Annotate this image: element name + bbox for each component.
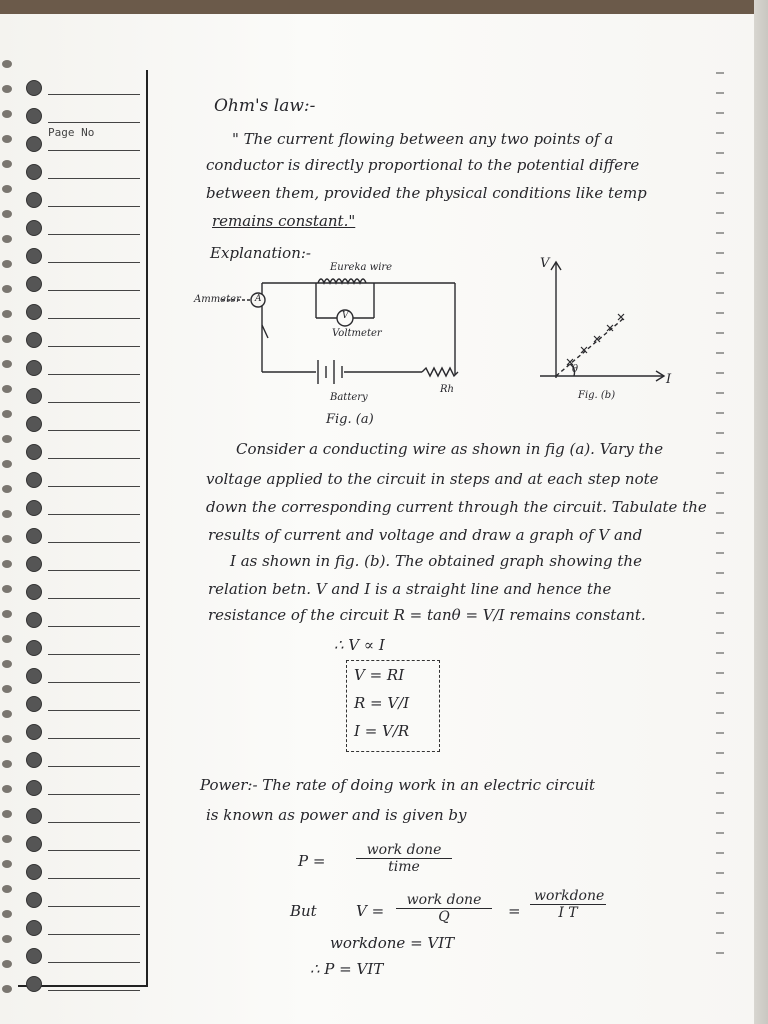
battery-label: Battery [330,392,368,403]
fraction-denominator: Q [438,909,450,925]
work-over-time-fraction [356,842,452,875]
vi-point [618,314,624,320]
definition-line-3: between them, provided the physical conditions like temp [206,184,647,202]
vi-points [567,314,624,365]
definition-line-4: remains constant." [212,212,356,230]
fig-b-label: Fig. (b) [578,390,616,401]
power-final-equation: ∴ P = VIT [310,960,384,978]
formula-i-vr: I = V/R [354,722,410,740]
eureka-wire-label: Eureka wire [330,262,393,273]
graph-theta: θ [572,364,579,375]
fraction-numerator: workdone [530,888,606,905]
voltmeter-label: Voltmeter [332,328,382,339]
graph-y-label: V [540,256,550,271]
paragraph-line-4: results of current and voltage and draw a graph of V and [208,526,643,544]
rheostat-label: Rh [440,384,454,395]
equals-sign: = [508,902,521,920]
voltage-lhs: V = [356,902,385,920]
paragraph-line-1: Consider a conducting wire as shown in fig (a). Vary the [236,440,664,458]
graph-x-label: I [666,372,672,387]
paragraph-line-7: resistance of the circuit R = tanθ = V/I remains constant. [208,606,646,624]
formula-v-ri: V = RI [354,666,405,684]
ohms-law-heading: Ohm's law:- [214,96,316,116]
ammeter-label: Ammeter [194,294,241,305]
definition-line-2: conductor is directly proportional to the potential differe [206,156,640,174]
power-line-2: is known as power and is given by [206,806,467,824]
fig-a-label: Fig. (a) [326,412,374,427]
fraction-numerator: work done [396,892,492,909]
key-switch [262,325,268,338]
but-word: But [290,902,317,920]
workdone-equation: workdone = VIT [330,934,455,952]
page-no-label: Page No [48,126,95,139]
paragraph-line-2: voltage applied to the circuit in steps and at each step note [206,470,659,488]
formula-r-vi: R = V/I [354,694,410,712]
fraction-denominator: I T [558,905,578,921]
work-over-it-fraction [530,888,606,921]
power-line-1: Power:- The rate of doing work in an electric circuit [200,776,596,794]
fraction-numerator: work done [356,842,452,859]
paragraph-line-5: I as shown in fig. (b). The obtained graph showing the [230,552,642,570]
work-over-charge-fraction [396,892,492,925]
voltmeter-symbol: V [342,311,349,321]
fraction-denominator: time [388,859,420,875]
proportional-equation: ∴ V ∝ I [334,636,385,654]
explanation-heading: Explanation:- [210,244,311,262]
ammeter-symbol: A [255,294,262,304]
paragraph-line-6: relation betn. V and I is a straight line and hence the [208,580,612,598]
definition-line-1: " The current flowing between any two points of a [232,130,614,148]
vi-line [556,318,624,376]
power-p-lhs: P = [298,852,326,870]
vi-graph [540,262,664,381]
rheostat-zigzag [422,368,458,376]
paragraph-line-3: down the corresponding current through the circuit. Tabulate the [206,498,707,516]
